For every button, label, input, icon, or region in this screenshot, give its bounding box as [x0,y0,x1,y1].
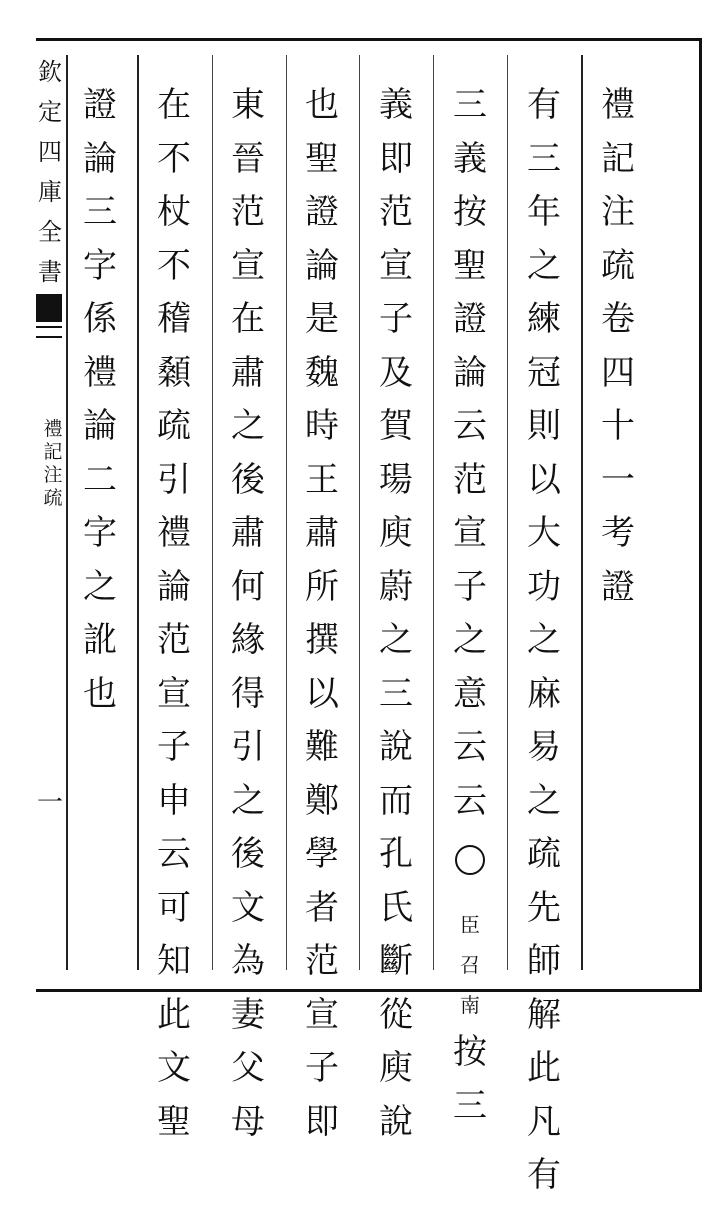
fishtail-mark [36,294,62,322]
margin-char: 定 [38,98,62,126]
text-char: 之 [83,566,117,607]
note-char: 南 [460,993,480,1017]
column-2 [520,85,568,1212]
text-char: 時 [305,406,339,446]
text-char: 顙 [157,352,191,393]
margin-collection-title [36,60,64,300]
text-char: 子 [305,1048,339,1088]
circle-mark [455,845,485,875]
text-char: 斷 [379,941,413,981]
text-char: 按 [453,192,487,232]
text-char: 可 [157,887,191,928]
text-char: 之 [527,245,561,286]
column-3 [446,85,494,1142]
text-char: 聖 [305,138,339,179]
text-char: 之 [231,406,265,446]
text-char: 父 [231,1048,265,1088]
text-char: 三 [527,138,561,179]
text-char: 孔 [379,834,413,874]
text-char: 而 [379,780,413,821]
text-char: 杖 [157,192,191,232]
text-char: 禮 [157,513,191,553]
text-char: 注 [601,192,635,232]
text-char: 疏 [527,834,561,874]
text-char: 晉 [231,138,265,179]
text-char: 則 [527,406,561,446]
text-char: 宣 [231,245,265,286]
text-char: 四 [601,352,635,393]
text-char: 知 [157,941,191,981]
column-rule [286,55,287,970]
text-char: 范 [231,192,265,232]
text-char: 二 [83,459,117,500]
text-char: 云 [157,834,191,874]
text-char: 證 [83,85,117,125]
text-char: 訛 [83,620,117,660]
text-char: 麻 [527,673,561,714]
fishtail-mark-lines [36,326,62,338]
text-char: 之 [527,620,561,660]
text-char: 文 [231,887,265,928]
text-char: 得 [231,673,265,714]
text-char: 以 [305,673,339,714]
text-char: 按 [453,1032,487,1072]
text-char: 王 [305,459,339,500]
text-char: 凡 [527,1101,561,1142]
text-char: 先 [527,887,561,928]
text-char: 庾 [379,513,413,553]
text-char: 緣 [231,620,265,660]
text-char: 魏 [305,352,339,393]
text-char: 疏 [157,406,191,446]
text-char: 三 [379,673,413,714]
text-char: 即 [379,138,413,179]
column-7 [150,85,198,1158]
text-char: 妻 [231,994,265,1035]
text-char: 記 [601,138,635,179]
text-char: 疏 [601,245,635,286]
text-char: 不 [157,245,191,286]
note-char: 召 [460,953,480,977]
text-char: 撰 [305,620,339,660]
column-rule [66,55,68,970]
text-char: 以 [527,459,561,500]
text-char: 申 [157,780,191,821]
text-char: 證 [453,299,487,339]
text-char: 證 [305,192,339,232]
text-char: 稽 [157,299,191,339]
text-char: 後 [231,459,265,500]
text-char: 之 [231,780,265,821]
text-char: 之 [379,620,413,660]
column-rule [433,55,434,970]
text-char: 禮 [601,85,635,125]
text-char: 學 [305,834,339,874]
column-8 [76,85,124,730]
column-rule [581,55,583,970]
text-char: 何 [231,566,265,607]
column-5 [298,85,346,1158]
text-char: 也 [305,85,339,125]
text-char: 引 [231,727,265,767]
text-char: 義 [379,85,413,125]
text-char: 大 [527,513,561,553]
text-char: 從 [379,994,413,1035]
text-char: 此 [157,994,191,1035]
text-char: 即 [305,1101,339,1142]
text-char: 意 [453,673,487,714]
text-char: 係 [83,299,117,339]
text-char: 功 [527,566,561,607]
text-char: 者 [305,887,339,928]
margin-char: 庫 [38,178,62,206]
margin-page-number [34,790,66,830]
text-char: 論 [83,406,117,446]
text-char: 蔚 [379,566,413,607]
spacer [446,875,494,915]
margin-char: 注 [43,464,63,486]
column-rule [507,55,508,970]
text-char: 此 [527,1048,561,1088]
column-6 [224,85,272,1158]
text-char: 論 [157,566,191,607]
text-char: 范 [453,459,487,500]
text-char: 宣 [453,513,487,553]
text-char: 范 [379,192,413,232]
text-char: 說 [379,1101,413,1142]
margin-char: 記 [43,441,63,463]
text-char: 義 [453,138,487,179]
text-char: 難 [305,727,339,767]
text-char: 聖 [157,1101,191,1142]
column-1-title [594,85,642,623]
text-char: 有 [527,85,561,125]
text-char: 東 [231,85,265,125]
text-char: 范 [305,941,339,981]
text-char: 證 [601,566,635,607]
text-char: 引 [157,459,191,500]
text-char: 瑒 [379,459,413,500]
column-rule [359,55,360,970]
margin-short-title [38,420,68,512]
text-char: 宣 [157,673,191,714]
text-char: 子 [379,299,413,339]
text-char: 宣 [305,994,339,1035]
text-char: 在 [231,299,265,339]
note-char: 臣 [460,913,480,937]
text-char: 肅 [231,513,265,553]
margin-char: 欽 [38,58,62,86]
margin-char: 全 [38,218,62,246]
text-char: 子 [453,566,487,607]
text-char: 為 [231,941,265,981]
text-char: 一 [601,459,635,500]
text-char: 是 [305,299,339,339]
text-char: 三 [453,1085,487,1126]
text-char: 庾 [379,1048,413,1088]
text-char: 云 [453,727,487,767]
text-char: 宣 [379,245,413,286]
text-char: 易 [527,727,561,767]
text-char: 冠 [527,352,561,393]
margin-char: 禮 [43,418,63,440]
text-char: 及 [379,352,413,393]
text-char: 聖 [453,245,487,286]
column-rule [212,55,213,970]
text-char: 字 [83,245,117,286]
text-char: 也 [83,673,117,714]
margin-char: 書 [38,258,62,286]
text-char: 之 [453,620,487,660]
text-char: 所 [305,566,339,607]
text-char: 云 [453,780,487,821]
text-char: 鄭 [305,780,339,821]
text-char: 十 [601,406,635,446]
text-char: 之 [527,780,561,821]
text-char: 子 [157,727,191,767]
text-char: 字 [83,513,117,553]
text-char: 說 [379,727,413,767]
text-char: 論 [305,245,339,286]
page-number: 一 [36,788,63,818]
page-border-right [699,38,702,989]
text-char: 年 [527,192,561,232]
margin-char: 四 [38,138,62,166]
text-char: 母 [231,1101,265,1142]
text-char: 論 [453,352,487,393]
text-char: 卷 [601,299,635,339]
text-char: 肅 [231,352,265,393]
column-rule [137,55,139,970]
text-char: 練 [527,299,561,339]
text-char: 有 [527,1155,561,1195]
text-char: 范 [157,620,191,660]
text-char: 在 [157,85,191,125]
text-char: 論 [83,138,117,179]
text-char: 後 [231,834,265,874]
text-char: 師 [527,941,561,981]
text-char: 禮 [83,352,117,393]
text-char: 氏 [379,887,413,928]
text-char: 三 [83,192,117,232]
text-char: 賀 [379,406,413,446]
text-char: 不 [157,138,191,179]
text-char: 三 [453,85,487,125]
text-char: 文 [157,1048,191,1088]
text-char: 云 [453,406,487,446]
text-char: 考 [601,513,635,553]
text-char: 肅 [305,513,339,553]
text-char: 解 [527,994,561,1035]
column-4 [372,85,420,1158]
margin-char: 疏 [43,487,63,509]
